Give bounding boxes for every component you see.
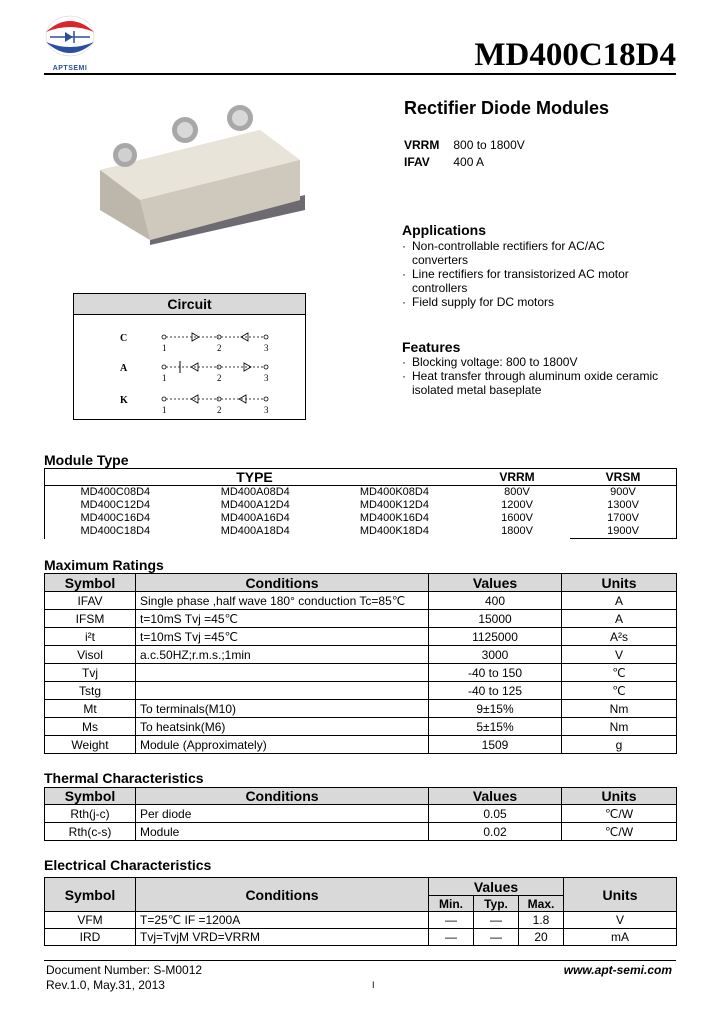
table-row: VFM T=25℃ IF =1200A — — 1.8 V xyxy=(45,912,677,929)
module-photo xyxy=(90,100,320,270)
revision: Rev.1.0, May.31, 2013 xyxy=(46,978,165,992)
table-row: Ms To heatsink(M6) 5±15% Nm xyxy=(45,718,677,736)
page-number: I xyxy=(372,980,375,990)
table-subheader-row: Min. Typ. Max. xyxy=(45,896,677,912)
logo-mark-icon xyxy=(40,14,100,64)
electrical-heading: Electrical Characteristics xyxy=(44,857,212,873)
svg-text:3: 3 xyxy=(264,373,269,383)
company-logo xyxy=(40,14,100,74)
list-item: · Field supply for DC motors xyxy=(402,295,555,309)
spec-label: VRRM xyxy=(404,138,440,152)
svg-text:2: 2 xyxy=(217,405,222,415)
svg-text:1: 1 xyxy=(162,373,167,383)
table-row: Tvj -40 to 150 ℃ xyxy=(45,664,677,682)
spec-value: 400 A xyxy=(453,155,485,169)
list-item: · Line rectifiers for transistorized AC motor controllers xyxy=(402,267,629,295)
table-row: Weight Module (Approximately) 1509 g xyxy=(45,736,677,754)
svg-text:2: 2 xyxy=(217,373,222,383)
svg-text:3: 3 xyxy=(264,343,269,353)
svg-text:2: 2 xyxy=(217,343,222,353)
table-row: i²t t=10mS Tvj =45℃ 1125000 A²s xyxy=(45,628,677,646)
svg-text:1: 1 xyxy=(162,343,167,353)
table-header-row: Symbol Conditions Values Units xyxy=(45,788,677,805)
list-item: · Blocking voltage: 800 to 1800V xyxy=(402,355,578,369)
svg-text:3: 3 xyxy=(264,405,269,415)
max-ratings-table xyxy=(44,573,677,754)
table-row: MD400C08D4 MD400C12D4 MD400C16D4 MD400C18D4 MD400A08D4 MD400A12D4 MD400A16D4 MD400A18D4 MD400K08D4 MD400K12D4 MD400K16D4 MD400K18D4 800V 1200V 1600V 1800V 900V 1300V 1700V 1900V xyxy=(45,486,677,539)
applications-list xyxy=(402,239,682,309)
circuit-label-a: A xyxy=(120,363,128,374)
module-photo-icon xyxy=(90,100,320,270)
spec-value: 800 to 1800V xyxy=(453,138,525,152)
vrrm-header: VRRM xyxy=(464,469,570,486)
table-row: Mt To terminals(M10) 9±15% Nm xyxy=(45,700,677,718)
circuit-title: Circuit xyxy=(74,294,305,315)
electrical-table xyxy=(44,877,677,946)
spec-row-vrrm xyxy=(404,138,525,152)
type-header: TYPE xyxy=(45,469,465,486)
table-header-row: Symbol Conditions Values Units xyxy=(45,574,677,592)
module-type-heading: Module Type xyxy=(44,452,129,468)
table-row: Rth(j-c) Per diode 0.05 ℃/W xyxy=(45,805,677,823)
table-row: Visol a.c.50HZ;r.m.s.;1min 3000 V xyxy=(45,646,677,664)
table-header-row: Symbol Conditions Values Units xyxy=(45,878,677,896)
max-ratings-heading: Maximum Ratings xyxy=(44,557,164,573)
logo-text: APTSEMI xyxy=(52,65,88,72)
applications-heading: Applications xyxy=(402,222,487,238)
module-type-table xyxy=(44,468,677,539)
thermal-heading: Thermal Characteristics xyxy=(44,770,204,786)
svg-text:1: 1 xyxy=(162,405,167,415)
table-row: IFAV Single phase ,half wave 180° conduction Tc=85℃ 400 A xyxy=(45,592,677,610)
table-row: Tstg -40 to 125 ℃ xyxy=(45,682,677,700)
table-row: Rth(c-s) Module 0.02 ℃/W xyxy=(45,823,677,841)
features-heading: Features xyxy=(402,339,461,355)
website-link[interactable]: www.apt-semi.com xyxy=(563,963,672,977)
circuit-diagram xyxy=(74,315,305,419)
circuit-label-c: C xyxy=(120,333,128,344)
doc-number: Document Number: S-M0012 xyxy=(46,963,203,977)
table-header-row xyxy=(45,469,677,486)
spec-label: IFAV xyxy=(404,155,430,169)
header-rule xyxy=(44,73,676,75)
spec-row-ifav xyxy=(404,155,484,169)
features-list xyxy=(402,355,692,397)
table-row: IFSM t=10mS Tvj =45℃ 15000 A xyxy=(45,610,677,628)
product-title: Rectifier Diode Modules xyxy=(404,98,610,118)
circuit-label-k: K xyxy=(120,395,128,406)
footer-rule xyxy=(44,960,676,961)
part-number-title: MD400C18D4 xyxy=(474,37,676,73)
list-item: · Non-controllable rectifiers for AC/AC converters xyxy=(402,239,605,267)
list-item: · Heat transfer through aluminum oxide ceramic isolated metal baseplate xyxy=(402,369,659,397)
thermal-table xyxy=(44,787,677,841)
vrsm-header: VRSM xyxy=(570,469,677,486)
table-row: IRD Tvj=TvjM VRD=VRRM — — 20 mA xyxy=(45,929,677,946)
circuit-box xyxy=(73,293,306,420)
